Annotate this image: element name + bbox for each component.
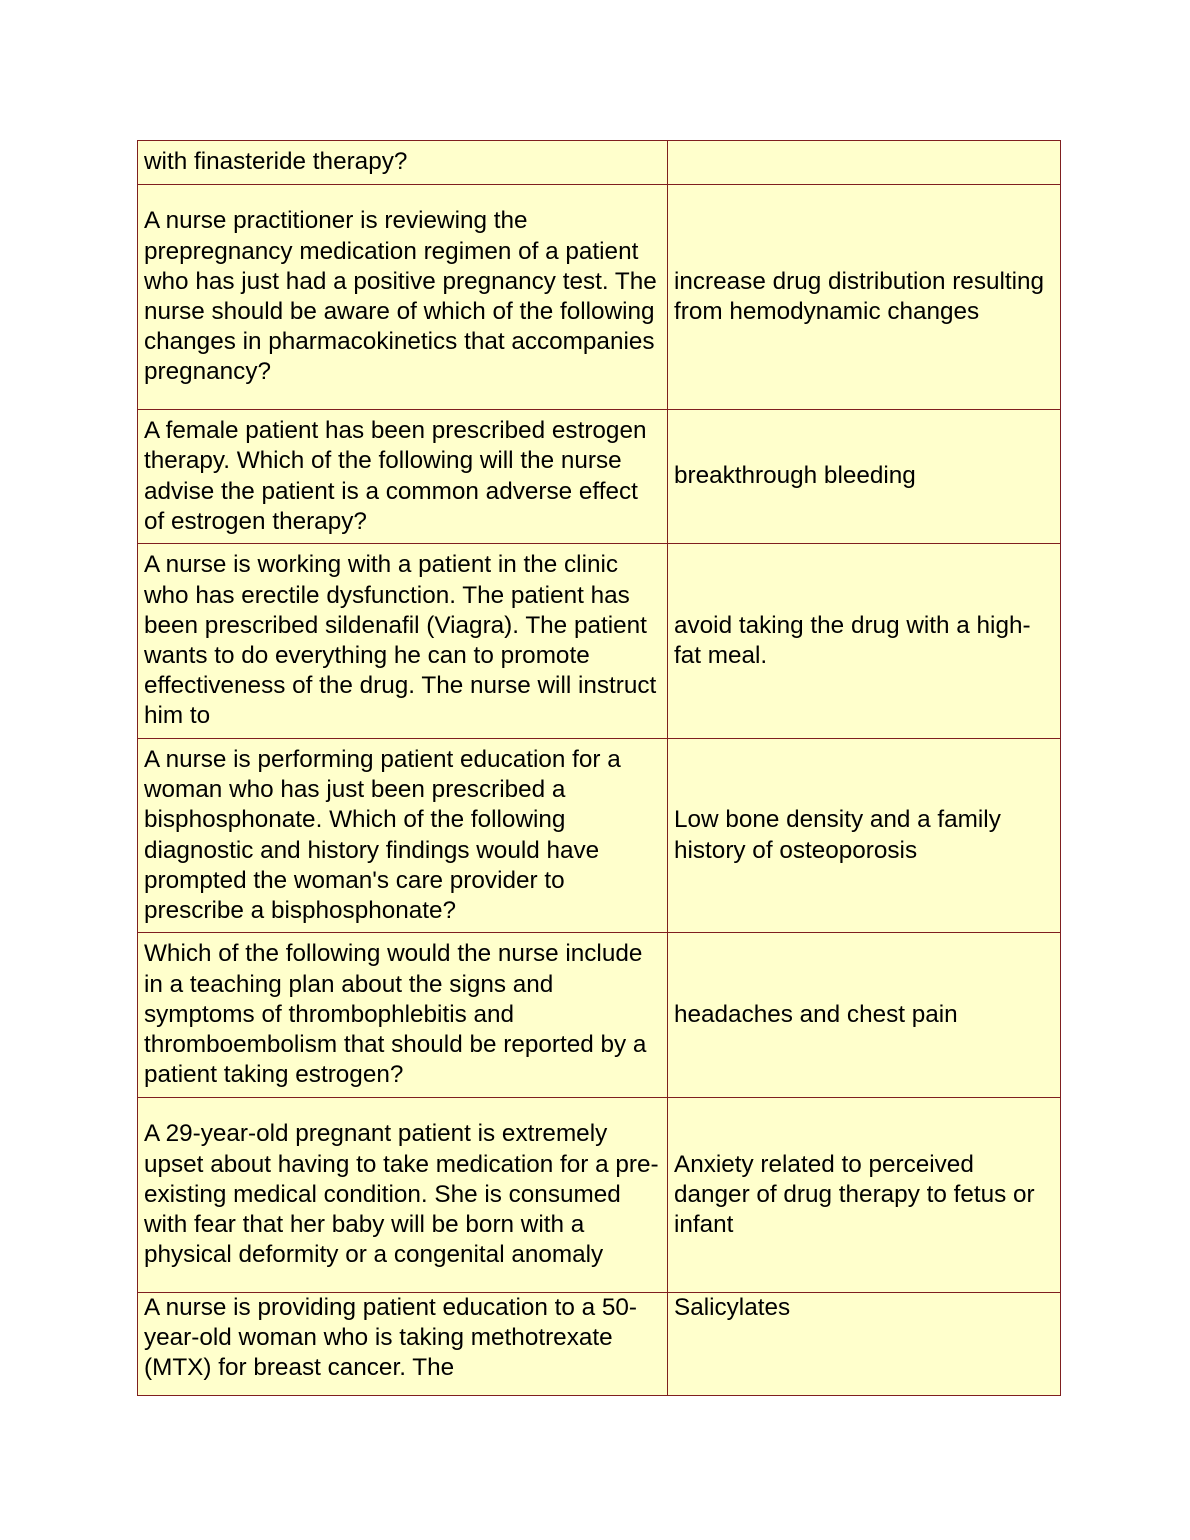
answer-cell: Anxiety related to perceived danger of drug therapy to fetus or infant (668, 1098, 1061, 1293)
question-cell: A 29-year-old pregnant patient is extremely upset about having to take medication for a pre-existing medical condition. She is consumed with fear that her baby will be born with a physical deformity or a congenital anomaly (138, 1098, 668, 1293)
answer-cell: increase drug distribution resulting from hemodynamic changes (668, 185, 1061, 410)
answer-cell: Salicylates (668, 1293, 1061, 1396)
question-cell: A nurse is working with a patient in the clinic who has erectile dysfunction. The patient has been prescribed sildenafil (Viagra). The patient wants to do everything he can to promote effectiveness of the drug. The nurse will instruct him to (138, 544, 668, 739)
table-row (138, 739, 1061, 933)
question-answer-table (137, 140, 1061, 1396)
answer-cell: headaches and chest pain (668, 933, 1061, 1098)
answer-cell: Low bone density and a family history of osteoporosis (668, 739, 1061, 933)
answer-cell: breakthrough bleeding (668, 410, 1061, 544)
table-row (138, 141, 1061, 185)
table-row (138, 544, 1061, 739)
table-row (138, 1293, 1061, 1396)
table-row (138, 1098, 1061, 1293)
question-cell: A female patient has been prescribed estrogen therapy. Which of the following will the nurse advise the patient is a common adverse effect of estrogen therapy? (138, 410, 668, 544)
answer-cell: avoid taking the drug with a high-fat meal. (668, 544, 1061, 739)
question-cell: Which of the following would the nurse include in a teaching plan about the signs and symptoms of thrombophlebitis and thromboembolism that should be reported by a patient taking estrogen? (138, 933, 668, 1098)
table-row (138, 185, 1061, 410)
table-row (138, 410, 1061, 544)
question-cell: with finasteride therapy? (138, 141, 668, 185)
question-cell: A nurse is providing patient education to a 50-year-old woman who is taking methotrexate (MTX) for breast cancer. The (138, 1293, 668, 1396)
answer-cell (668, 141, 1061, 185)
question-cell: A nurse is performing patient education for a woman who has just been prescribed a bisphosphonate. Which of the following diagnostic and history findings would have prompted the woman's care provider to prescribe a bisphosphonate? (138, 739, 668, 933)
table-row (138, 933, 1061, 1098)
question-cell: A nurse practitioner is reviewing the prepregnancy medication regimen of a patient who has just had a positive pregnancy test. The nurse should be aware of which of the following changes in pharmacokinetics that accompanies pregnancy? (138, 185, 668, 410)
